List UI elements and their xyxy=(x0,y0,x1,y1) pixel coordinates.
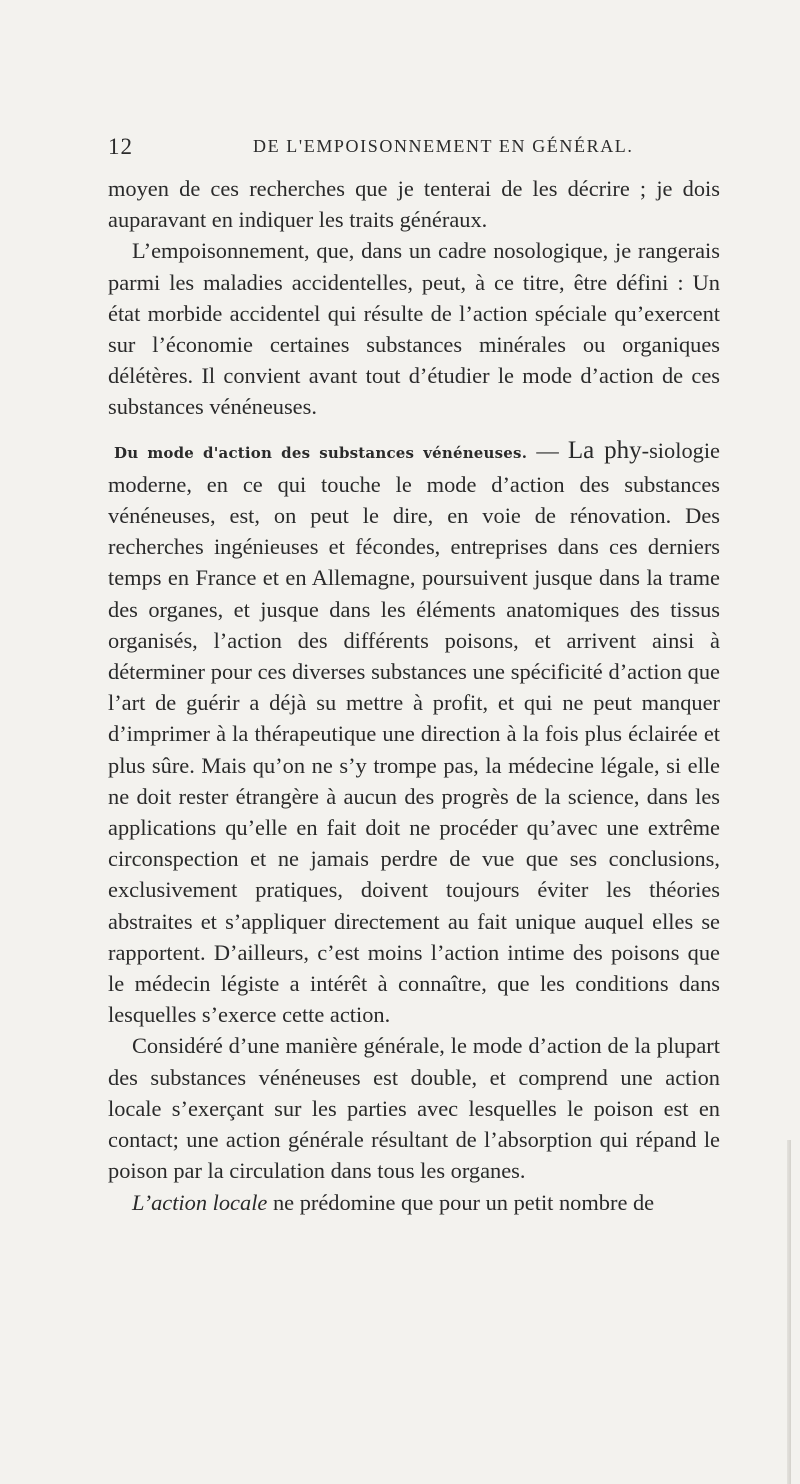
paragraph-definition: L’empoisonnement, que, dans un cadre nosologique, je rangerais parmi les maladies accidentelles, peut, à ce titre, être défini : Un état morbide accidentel qui résulte de l’action spéciale qu’exercent sur l’économie certaines substances minérales ou organiques délétères. Il convient avant tout d’étudier le mode d’action de ces substances vénéneuses. xyxy=(108,238,720,420)
section-run-in-heading: Du mode d'action des substances vénéneuses. xyxy=(114,443,528,462)
section-lead-word: La phy xyxy=(567,436,642,464)
page-edge-shadow xyxy=(787,1140,791,1484)
page-header xyxy=(108,134,728,164)
body-text xyxy=(108,173,720,1218)
hyphen: - xyxy=(641,437,650,463)
italic-term: L’action locale xyxy=(132,1189,268,1215)
paragraph-local-action xyxy=(108,1187,720,1218)
page-number: 12 xyxy=(108,134,133,159)
paragraph-continuation: moyen de ces recherches que je tenterai de les décrire ; je dois auparavant en indiquer les traits généraux. xyxy=(108,176,720,233)
running-head: DE L'EMPOISONNEMENT EN GÉNÉRAL. xyxy=(253,136,634,156)
paragraph-mode-of-action xyxy=(108,435,720,1031)
section-body: siologie moderne, en ce qui touche le mode d’action des substances vénéneuses, est, on peut le dire, en voie de rénovation. Des recherches ingénieuses et fécondes, entreprises dans ces derniers temps en France et en Allemagne, poursuivent jusque dans la trame des organes, et jusque dans les éléments anatomiques des tissus organisés, l’action des différents poisons, et arrivent ainsi à déterminer pour ces diverses substances une spécificité d’action que l’art de guérir a déjà su mettre à profit, et qui ne peut manquer d’imprimer à la thérapeutique une direction à la fois plus éclairée et plus sûre. Mais qu’on ne s’y trompe pas, la médecine légale, si elle ne doit rester étrangère à aucun des progrès de la science, dans les applications qu’elle en fait doit ne procéder qu’avec une extrême circonspection et ne jamais perdre de vue que ses conclusions, exclusivement pratiques, doivent toujours éviter les théories abstraites et s’appliquer directement au fait unique auquel elles se rapportent. D’ailleurs, c’est moins l’action intime des poisons que le médecin légiste a intérêt à connaître, que les conditions dans lesquelles s’exerce cette action. xyxy=(108,437,720,1028)
paragraph-double-mode: Considéré d’une manière générale, le mode d’action de la plupart des substances vénéneuses est double, et comprend une action locale s’exerçant sur les parties avec lesquelles le poison est en contact; une action générale résultant de l’absorption qui répand le poison par la circulation dans tous les organes. xyxy=(108,1033,720,1184)
em-dash: — xyxy=(527,437,568,463)
paragraph-local-action-rest: ne prédomine que pour un petit nombre de xyxy=(267,1189,655,1215)
